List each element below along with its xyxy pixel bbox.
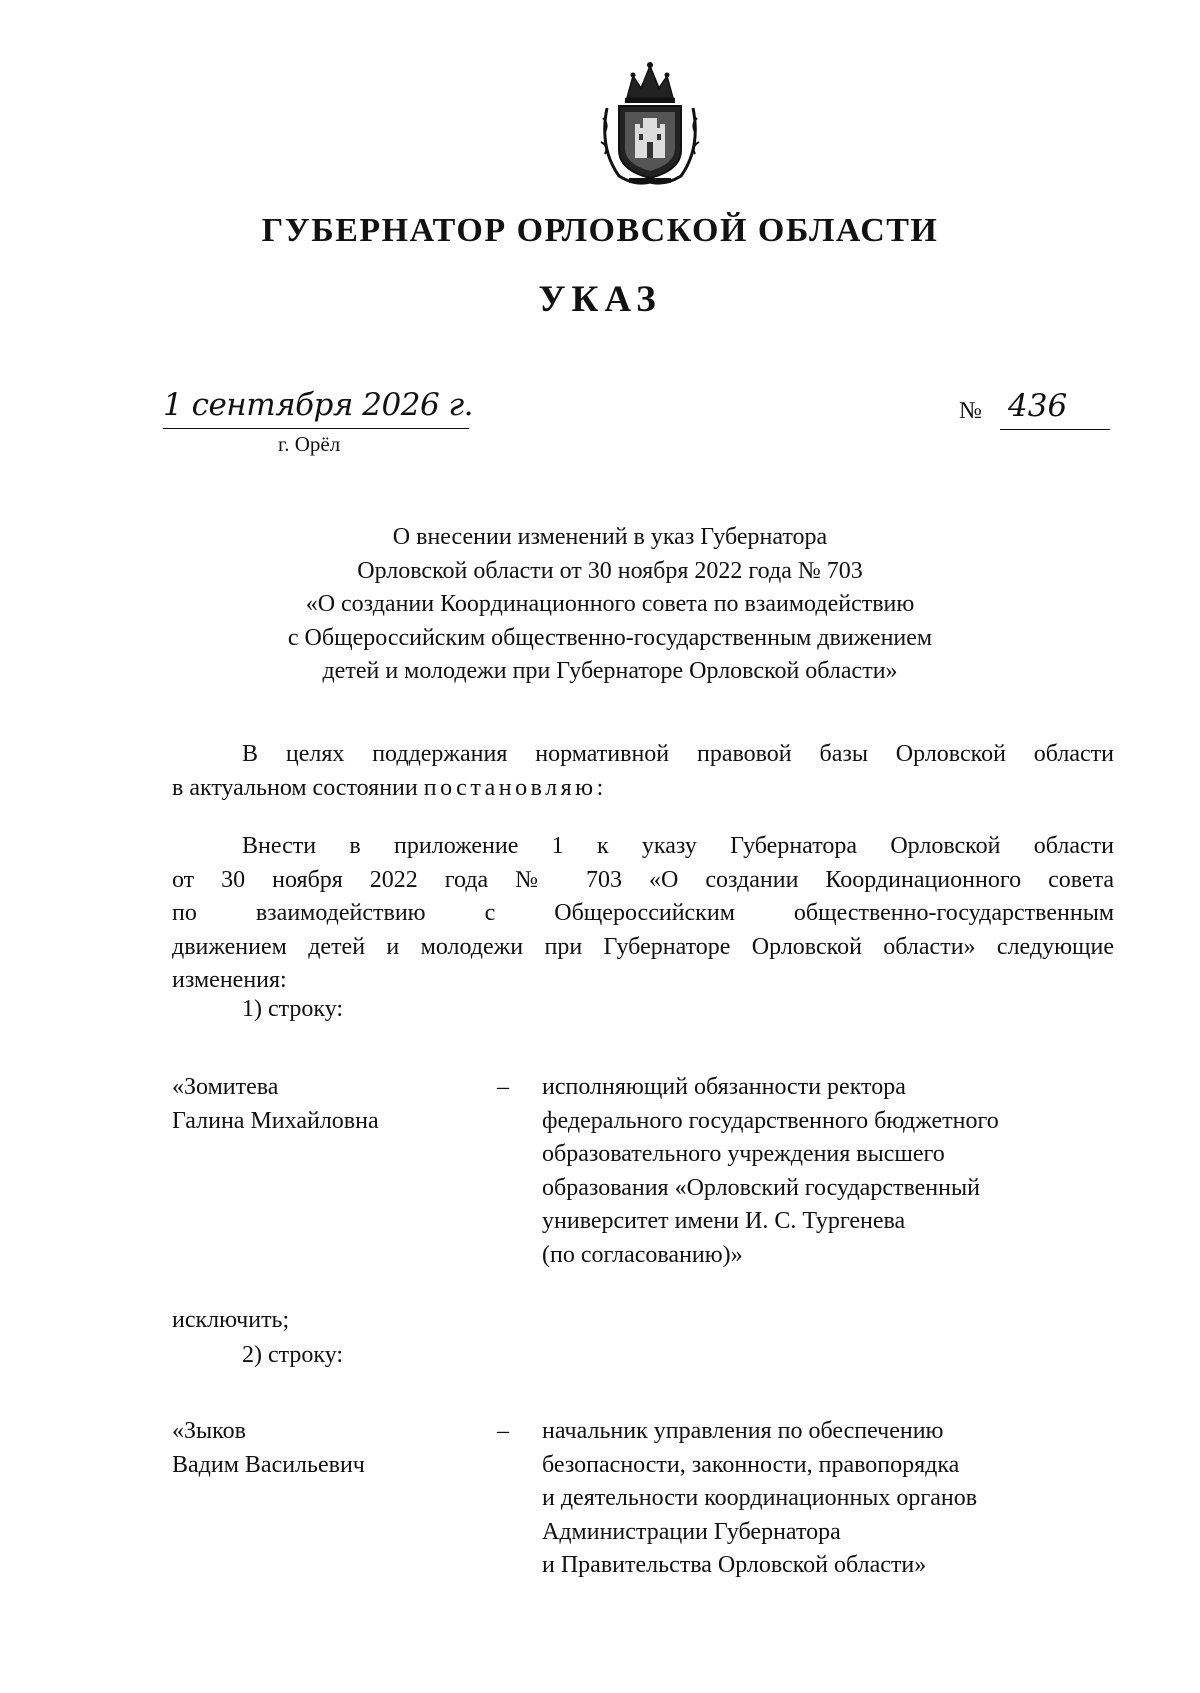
date-underline [163, 428, 469, 429]
title-line: детей и молодежи при Губернаторе Орловской области» [322, 658, 898, 685]
number-sign: № [959, 398, 982, 424]
preamble-line: В целях поддержания нормативной правовой базы Орловской области [242, 741, 1114, 767]
document-type: УКАЗ [538, 279, 662, 320]
document-number: 436 [1008, 388, 1068, 424]
entry-name: «Зомитева Галина Михайловна [172, 1074, 379, 1134]
preamble-paragraph [172, 738, 1114, 805]
orel-region-coat-of-arms-icon [589, 58, 711, 186]
document-title [160, 521, 1060, 689]
directive-line: по взаимодействию с Общероссийским общественно-государственным [172, 900, 1114, 927]
number-underline [1000, 429, 1110, 430]
entry-name: «Зыков Вадим Васильевич [172, 1418, 365, 1478]
title-line: с Общероссийским общественно-государственным движением [287, 624, 933, 651]
item-label: 2) строку: [242, 1342, 344, 1368]
document-city: г. Орёл [278, 432, 341, 456]
directive-line: Внести в приложение 1 к указу Губернатора Орловской области [242, 833, 1114, 859]
preamble-lead: в актуальном состоянии [172, 774, 424, 801]
document-date: 1 сентября 2026 г. [163, 387, 474, 423]
entry-description: начальник управления по обеспечению безопасности, законности, правопорядка и деятельности координационных органов Администрации Губернатора и Правительства Орловской области» [542, 1418, 978, 1579]
title-line: Орловской области от 30 ноября 2022 года № 703 [357, 557, 863, 584]
title-line: О внесении изменений в указ Губернатора [392, 524, 828, 550]
item-label: 1) строку: [242, 996, 344, 1022]
preamble-line [172, 772, 1114, 806]
entry-description: исполняющий обязанности ректора федерального государственного бюджетного образовательного учреждения высшего образования «Орловский государственный университет имени И. С. Тургенева (по согласованию)» [542, 1074, 999, 1268]
directive-line: движением детей и молодежи при Губернаторе Орловской области» следующие [172, 933, 1114, 960]
entry-dash: – [497, 1074, 509, 1100]
directive-line: от 30 ноября 2022 года № 703 «О создании Координационного совета [172, 866, 1114, 893]
directive-paragraph [172, 830, 1114, 998]
decree-keyword: постановляю: [423, 774, 607, 801]
title-line: «О создании Координационного совета по взаимодействию [305, 591, 915, 618]
item-action: исключить; [172, 1307, 290, 1333]
issuing-authority: ГУБЕРНАТОР ОРЛОВСКОЙ ОБЛАСТИ [261, 212, 939, 249]
entry-dash: – [497, 1418, 509, 1444]
directive-line: изменения: [172, 967, 287, 994]
